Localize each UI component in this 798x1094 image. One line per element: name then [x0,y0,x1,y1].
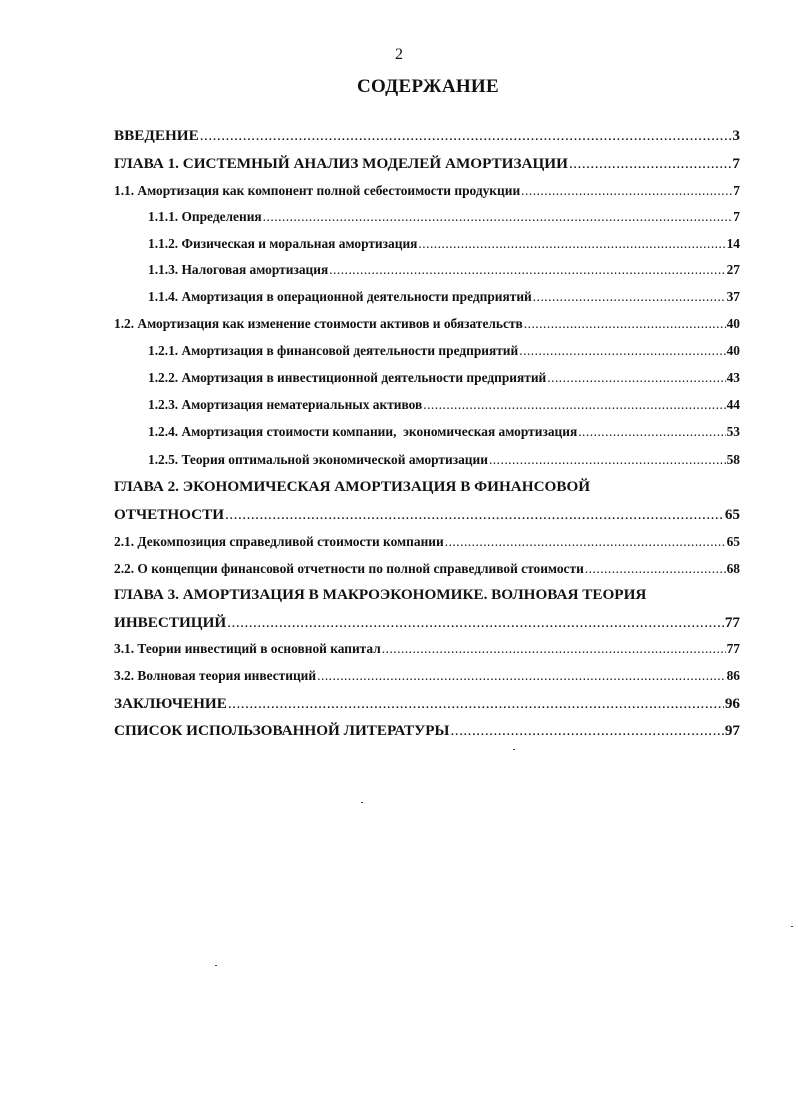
toc-entry-chapter-3[interactable] [114,614,740,632]
toc-entry-section-1-1-2[interactable] [148,236,740,252]
toc-entry-page: 7 [732,155,740,172]
toc-entry-section-3-1[interactable] [114,641,740,657]
dot-leader [228,695,724,713]
toc-entry-label: 3.2. Волновая теория инвестиций [114,668,317,683]
dot-leader [382,641,726,657]
dot-leader [225,506,724,524]
dot-leader [423,397,725,413]
toc-entry-label: СПИСОК ИСПОЛЬЗОВАННОЙ ЛИТЕРАТУРЫ [114,722,450,739]
toc-entry-page: 40 [726,316,740,331]
toc-entry-label: ГЛАВА 1. СИСТЕМНЫЙ АНАЛИЗ МОДЕЛЕЙ АМОРТИЗАЦИИ [114,155,568,172]
dot-leader [569,155,731,173]
toc-entry-page: 97 [724,722,740,739]
toc-entry-label: 1.1. Амортизация как компонент полной себестоимости продукции [114,183,521,198]
toc-entry-label: 1.2.5. Теория оптимальной экономической амортизации [148,452,488,467]
toc-title: СОДЕРЖАНИЕ [357,76,499,97]
dot-leader [200,127,732,145]
dot-leader [519,343,725,359]
scan-speck [513,749,515,750]
toc-entry-page: 3 [732,127,740,144]
dot-leader [445,534,726,550]
toc-entry-page: 43 [726,370,740,385]
toc-entry-page: 77 [724,614,740,631]
toc-entry-chapter-3-line-1[interactable]: ГЛАВА 3. АМОРТИЗАЦИЯ В МАКРОЭКОНОМИКЕ. ВОЛНОВАЯ ТЕОРИЯ [114,586,647,603]
toc-entry-label: ЗАКЛЮЧЕНИЕ [114,695,227,712]
toc-entry-page: 7 [733,183,740,198]
toc-entry-label: 1.2.4. Амортизация стоимости компании, экономическая амортизация [148,424,578,439]
toc-entry-label: 3.1. Теории инвестиций в основной капитал [114,641,381,656]
toc-entry-label: ОТЧЕТНОСТИ [114,506,225,523]
toc-entry-page: 58 [726,452,740,467]
toc-entry-page: 27 [726,262,740,277]
toc-entry-page: 7 [733,209,740,224]
toc-entry-section-3-2[interactable] [114,668,740,684]
scan-speck [361,802,363,803]
toc-entry-section-2-2[interactable] [114,561,740,577]
toc-entry-page: 68 [726,561,740,576]
dot-leader [521,183,732,199]
toc-entry-page: 40 [726,343,740,358]
toc-entry-introduction[interactable] [114,127,740,145]
toc-entry-section-1-2-4[interactable] [148,424,740,440]
toc-entry-label: 1.1.3. Налоговая амортизация [148,262,329,277]
toc-entry-label: 2.2. О концепции финансовой отчетности по полной справедливой стоимости [114,561,584,576]
toc-entry-label: 2.1. Декомпозиция справедливой стоимости компании [114,534,444,549]
toc-entry-chapter-2[interactable] [114,506,740,524]
toc-entry-section-1-2-3[interactable] [148,397,740,413]
toc-entry-label: 1.1.2. Физическая и моральная амортизация [148,236,418,251]
dot-leader [317,668,725,684]
toc-entry-section-1-2-1[interactable] [148,343,740,359]
dot-leader [533,289,726,305]
toc-entry-label: 1.1.4. Амортизация в операционной деятельности предприятий [148,289,532,304]
toc-entry-section-2-1[interactable] [114,534,740,550]
toc-entry-references[interactable] [114,722,740,740]
scan-speck [791,926,793,927]
dot-leader [585,561,726,577]
toc-entry-label: 1.1.1. Определения [148,209,262,224]
toc-entry-section-1-1-1[interactable] [148,209,740,225]
dot-leader [578,424,725,440]
toc-entry-label: 1.2.1. Амортизация в финансовой деятельности предприятий [148,343,519,358]
dot-leader [263,209,733,225]
dot-leader [489,452,726,468]
page-number: 2 [395,46,403,63]
toc-entry-page: 65 [724,506,740,523]
dot-leader [547,370,725,386]
dot-leader [524,316,726,332]
toc-entry-page: 14 [726,236,740,251]
toc-entry-page: 37 [726,289,740,304]
toc-entry-page: 96 [724,695,740,712]
toc-entry-section-1-1-3[interactable] [148,262,740,278]
toc-entry-page: 86 [726,668,740,683]
toc-entry-section-1-2-5[interactable] [148,452,740,468]
toc-entry-page: 65 [726,534,740,549]
toc-entry-label: 1.2.2. Амортизация в инвестиционной деятельности предприятий [148,370,547,385]
dot-leader [329,262,725,278]
toc-entry-page: 44 [726,397,740,412]
toc-entry-label: 1.2. Амортизация как изменение стоимости активов и обязательств [114,316,523,331]
scan-speck [215,965,217,966]
dot-leader [450,722,723,740]
toc-entry-section-1-1[interactable] [114,183,740,199]
toc-entry-page: 77 [726,641,740,656]
toc-entry-label: ВВЕДЕНИЕ [114,127,199,144]
toc-entry-label: ИНВЕСТИЦИЙ [114,614,227,631]
toc-entry-chapter-1[interactable] [114,155,740,173]
toc-entry-chapter-2-line-1[interactable]: ГЛАВА 2. ЭКОНОМИЧЕСКАЯ АМОРТИЗАЦИЯ В ФИНАНСОВОЙ [114,478,591,495]
toc-entry-section-1-2-2[interactable] [148,370,740,386]
toc-entry-conclusion[interactable] [114,695,740,713]
toc-entry-section-1-2[interactable] [114,316,740,332]
toc-entry-page: 53 [726,424,740,439]
toc-entry-label: 1.2.3. Амортизация нематериальных активов [148,397,423,412]
dot-leader [418,236,725,252]
toc-entry-section-1-1-4[interactable] [148,289,740,305]
dot-leader [227,614,724,632]
